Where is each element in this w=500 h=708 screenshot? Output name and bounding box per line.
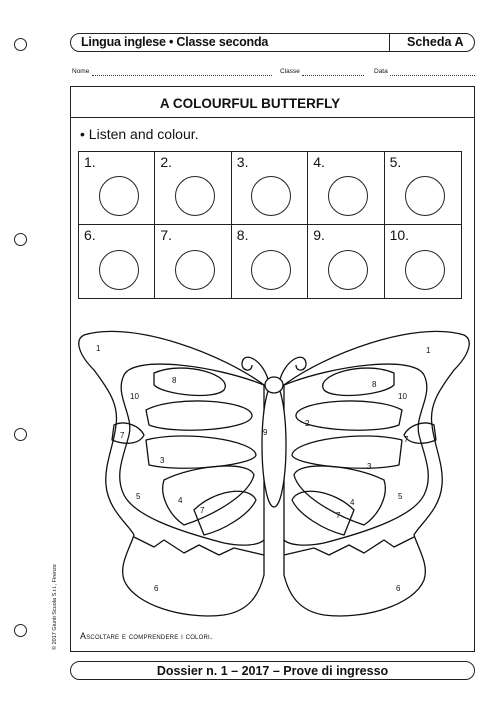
colour-circle[interactable] — [405, 250, 445, 290]
wing-label: 8 — [372, 380, 377, 389]
wing-label: 7 — [120, 431, 125, 440]
butterfly-illustration — [74, 315, 474, 625]
colour-circle[interactable] — [175, 250, 215, 290]
name-field[interactable] — [92, 75, 272, 76]
binder-hole-2 — [14, 233, 27, 246]
wing-label: 2 — [305, 419, 310, 428]
wing-label: 7 — [336, 511, 341, 520]
wing-label: 3 — [367, 462, 372, 471]
name-label: Nome — [72, 68, 90, 75]
binder-hole-3 — [14, 428, 27, 441]
footer-bar — [70, 661, 475, 680]
header-sheet-label: Scheda A — [407, 35, 464, 49]
grid-cell — [308, 225, 384, 298]
butterfly-body — [262, 383, 286, 507]
copyright-notice: © 2017 Giunti Scuola S.r.l., Firenze — [52, 564, 58, 650]
class-label: Classe — [280, 68, 300, 75]
wing-label: 8 — [172, 376, 177, 385]
colour-circle[interactable] — [328, 176, 368, 216]
grid-cell-number: 2. — [160, 154, 173, 170]
grid-cell-number: 6. — [84, 227, 96, 243]
grid-cell — [308, 152, 384, 225]
colour-circle[interactable] — [175, 176, 215, 216]
binder-hole-4 — [14, 624, 27, 637]
class-field[interactable] — [302, 75, 364, 76]
colour-grid — [78, 151, 462, 299]
grid-cell-number: 7. — [160, 227, 173, 243]
grid-cell-number: 10. — [389, 227, 410, 243]
colour-circle[interactable] — [251, 176, 291, 216]
grid-cell — [79, 225, 155, 298]
left-wing-outline — [79, 331, 264, 616]
colour-circle[interactable] — [251, 250, 291, 290]
student-fields — [70, 68, 475, 80]
grid-cell-number: 4. — [313, 154, 325, 170]
wing-label: 7 — [404, 435, 409, 444]
grid-cell — [385, 152, 461, 225]
colour-circle[interactable] — [99, 250, 139, 290]
wing-label: 3 — [160, 456, 165, 465]
grid-cell — [155, 152, 231, 225]
learning-objective-caption: Ascoltare e comprendere i colori. — [80, 631, 213, 641]
grid-cell — [385, 225, 461, 298]
colour-circle[interactable] — [405, 176, 445, 216]
header-divider — [389, 33, 390, 52]
grid-cell — [232, 225, 308, 298]
date-field[interactable] — [390, 75, 475, 76]
grid-cell — [79, 152, 155, 225]
wing-label: 5 — [398, 492, 403, 501]
colour-circle[interactable] — [99, 176, 139, 216]
grid-cell-number: 5. — [389, 154, 402, 170]
binder-hole-1 — [14, 38, 27, 51]
wing-label: 5 — [136, 492, 141, 501]
grid-cell-number: 8. — [236, 227, 249, 243]
grid-cell-number: 9. — [313, 227, 325, 243]
right-wing-outline — [284, 331, 469, 616]
butterfly-head — [265, 377, 283, 393]
title-divider — [70, 117, 475, 118]
wing-label: 10 — [130, 392, 139, 401]
wing-label: 1 — [426, 346, 431, 355]
wing-label: 1 — [96, 344, 101, 353]
header-subject: Lingua inglese • Classe seconda — [81, 35, 269, 49]
date-label: Data — [374, 68, 388, 75]
grid-cell — [155, 225, 231, 298]
grid-cell-number: 3. — [236, 154, 249, 170]
wing-label: 6 — [396, 584, 401, 593]
worksheet-title: A COLOURFUL BUTTERFLY — [159, 96, 341, 111]
wing-label: 6 — [154, 584, 159, 593]
colour-circle[interactable] — [328, 250, 368, 290]
header-bar — [70, 33, 475, 52]
grid-cell-number: 1. — [84, 154, 96, 170]
wing-label: 4 — [178, 496, 183, 505]
footer-text: Dossier n. 1 – 2017 – Prove di ingresso — [156, 664, 389, 678]
wing-label: 4 — [350, 498, 355, 507]
grid-cell — [232, 152, 308, 225]
instruction-text: • Listen and colour. — [80, 126, 199, 142]
wing-label: 10 — [398, 392, 407, 401]
wing-label: 7 — [200, 506, 205, 515]
body-label: 9 — [263, 428, 268, 437]
